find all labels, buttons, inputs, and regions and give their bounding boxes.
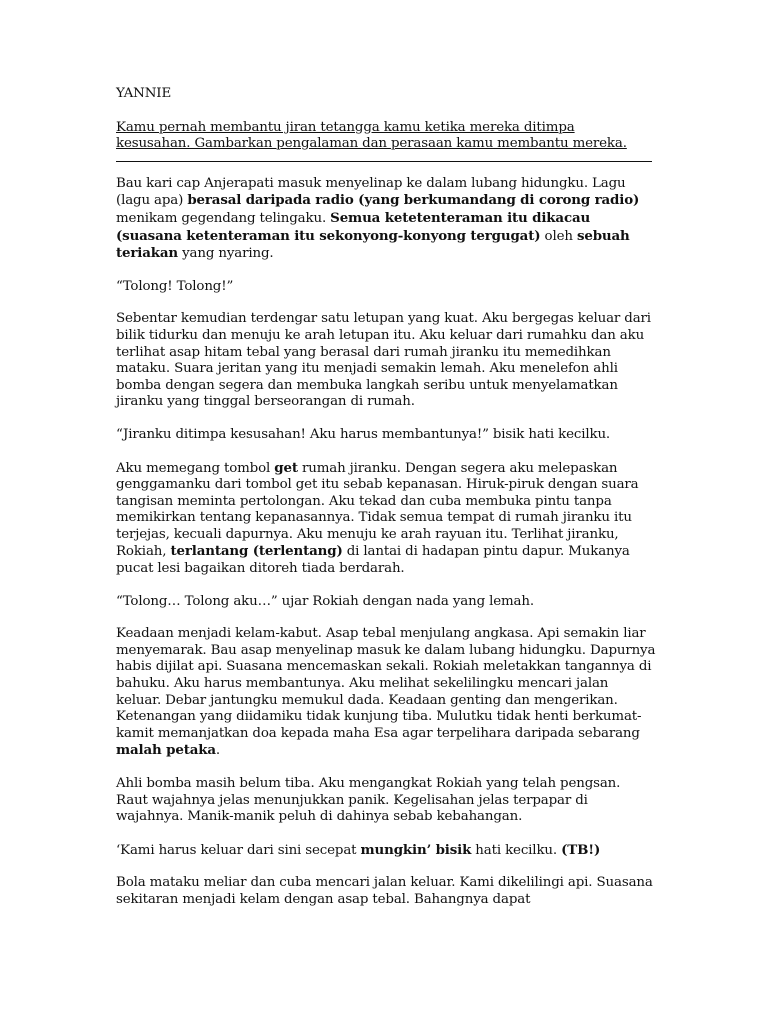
paragraph-text: oleh: [540, 228, 577, 244]
bold-correction-text: (TB!): [561, 841, 601, 858]
question-line-2: kesusahan. Gambarkan pengalaman dan perasaan kamu membantu mereka.: [116, 136, 627, 152]
bold-correction-text: berasal daripada radio (yang berkumandang di corong radio): [187, 192, 640, 209]
paragraph-text: yang nyaring.: [178, 246, 274, 262]
essay-question: [116, 120, 656, 153]
bold-correction-text: mungkin’ bisik: [360, 841, 472, 858]
paragraph-text: Bola mataku meliar dan cuba mencari jalan keluar. Kami dikelilingi api. Suasana sekitaran menjadi kelam dengan asap tebal. Bahangnya dapat: [116, 875, 653, 907]
bold-correction-text: get: [274, 459, 298, 476]
bold-correction-text: Semua ketetenteraman itu dikacau (suasana ketenteraman itu sekonyong-konyong tergugat): [116, 209, 591, 244]
essay-paragraph: [116, 460, 656, 578]
paragraph-text: ‘Kami harus keluar dari sini secepat: [116, 842, 361, 858]
paragraph-text: “Tolong… Tolong aku…” ujar Rokiah dengan nada yang lemah.: [116, 593, 534, 609]
essay-paragraph: [116, 875, 656, 908]
document-page: [116, 86, 656, 925]
paragraph-text: di lantai di hadapan pintu dapur. Mukanya pucat lesi bagaikan ditoreh tiada berdarah.: [116, 544, 630, 577]
essay-paragraph: [116, 427, 656, 444]
essay-paragraph: [116, 626, 656, 760]
bold-correction-text: malah petaka: [116, 742, 216, 759]
author-name: YANNIE: [116, 86, 172, 101]
paragraph-text: Sebentar kemudian terdengar satu letupan yang kuat. Aku bergegas keluar dari bilik tidurku dan menuju ke arah letupan itu. Aku keluar dari rumahku dan aku terlihat asap hitam tebal yang berasal dari rumah jiranku itu memedihkan mataku. Suara jeritan yang itu menjadi semakin lemah. Aku menelefon ahli bomba dengan segera dan membuka langkah seribu untuk menyelamatkan jiranku yang tinggal berseorangan di rumah.: [116, 311, 651, 410]
horizontal-rule: [116, 161, 652, 162]
paragraph-text: rumah jiranku. Dengan segera aku melepaskan genggamanku dari tombol get itu sebab kepanasan. Hiruk-piruk dengan suara tangisan meminta pertolongan. Aku tekad dan cuba membuka pintu tanpa memikirkan tentang kepanasannya. Tidak semua tempat di rumah jiranku itu terjejas, kecuali dapurnya. Aku menuju ke arah rayuan itu. Terlihat jiranku, Rokiah,: [116, 460, 639, 560]
paragraph-text: “Tolong! Tolong!”: [116, 278, 234, 294]
bold-correction-text: terlantang (terlentang): [170, 543, 343, 560]
paragraph-text: .: [215, 743, 221, 759]
paragraph-text: Bau kari cap Anjerapati masuk menyelinap ke dalam lubang hidungku. Lagu (lagu apa): [116, 175, 626, 209]
paragraph-text: Aku memegang tombol: [116, 460, 275, 476]
essay-paragraph: [116, 176, 656, 263]
question-line-1: Kamu pernah membantu jiran tetangga kamu ketika mereka ditimpa: [116, 119, 575, 135]
paragraph-text: menikam gegendang telingaku.: [116, 210, 331, 226]
paragraph-text: hati kecilku.: [471, 842, 562, 858]
essay-paragraph: [116, 776, 656, 826]
bold-correction-text: sebuah teriakan: [116, 227, 630, 262]
paragraph-text: Ahli bomba masih belum tiba. Aku mengangkat Rokiah yang telah pengsan. Raut wajahnya jelas menunjukkan panik. Kegelisahan jelas terpapar di wajahnya. Manik-manik peluh di dahinya sebab kebahangan.: [116, 776, 621, 825]
paragraph-text: Keadaan menjadi kelam-kabut. Asap tebal menjulang angkasa. Api semakin liar menyemarak. Bau asap menyelinap masuk ke dalam lubang hidungku. Dapurnya habis dijilat api. Suasana mencemaskan sekali. Rokiah meletakkan tangannya di bahuku. Aku harus membantunya. Aku melihat sekelilingku mencari jalan keluar. Debar jantungku memukul dada. Keadaan genting dan mengerikan. Ketenangan yang diidamiku tidak kunjung tiba. Mulutku tidak henti berkumat-kamit memanjatkan doa kepada maha Esa agar terpelihara daripada sebarang: [116, 626, 656, 741]
essay-paragraph: [116, 279, 656, 296]
essay-paragraph: [116, 594, 656, 611]
essay-body: [116, 176, 656, 909]
paragraph-text: “Jiranku ditimpa kesusahan! Aku harus membantunya!” bisik hati kecilku.: [116, 426, 611, 442]
essay-paragraph: [116, 311, 656, 411]
essay-paragraph: [116, 842, 656, 860]
